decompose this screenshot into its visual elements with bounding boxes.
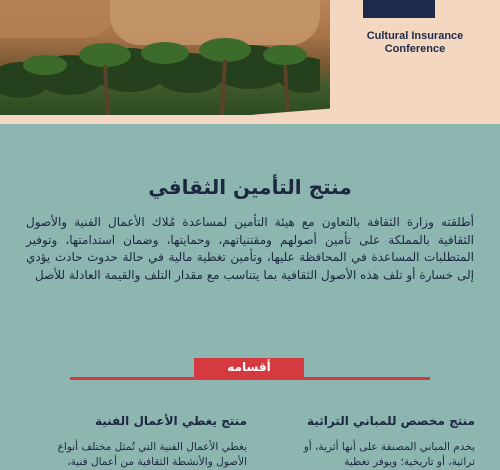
page-title: منتج التأمين الثقافي	[148, 175, 352, 199]
intro-paragraph: أطلقته وزارة الثقافة بالتعاون مع هيئة التأمين لمساعدة مُلاك الأعمال الفنية والأصول الثقافية بالمملكة على تأمين أصولهم ومقتنياتهم، وحمايتها، وضمان استدامتها، وتوفير المتطلبات المساعدة في المحافظة عليها، وتأمين تغطية مالية في حالة حدوث حادث يؤدي إلى خسارة أو تلف هذه الأصول الثقافية بما يتناسب مع مقدار التلف والقيمة العادلة للأصل	[26, 215, 474, 282]
brand-line-2: Conference	[384, 43, 446, 55]
section-item-heritage	[275, 414, 475, 470]
section-label: أقسامه	[227, 360, 271, 374]
section-item-text: يغطي الأعمال الفنية التي تُمثل مختلف أنواع الأصول والأنشطة الثقافية من أعمال فنية،	[57, 441, 247, 468]
logo-icon	[363, 0, 435, 18]
section-item-text: يخدم المباني المصنفة على أنها أثرية، أو تراثية، أو تاريخية؛ ويوفر تغطية	[303, 441, 475, 468]
brand-line-1: Cultural Insurance	[366, 30, 464, 42]
brand-name	[340, 30, 490, 56]
section-item-title: منتج يغطي الأعمال الفنية	[94, 414, 247, 428]
palm-trees-image	[0, 25, 320, 115]
section-item-title: منتج مخصص للمباني التراثية	[307, 414, 475, 428]
section-item-art	[27, 414, 247, 470]
